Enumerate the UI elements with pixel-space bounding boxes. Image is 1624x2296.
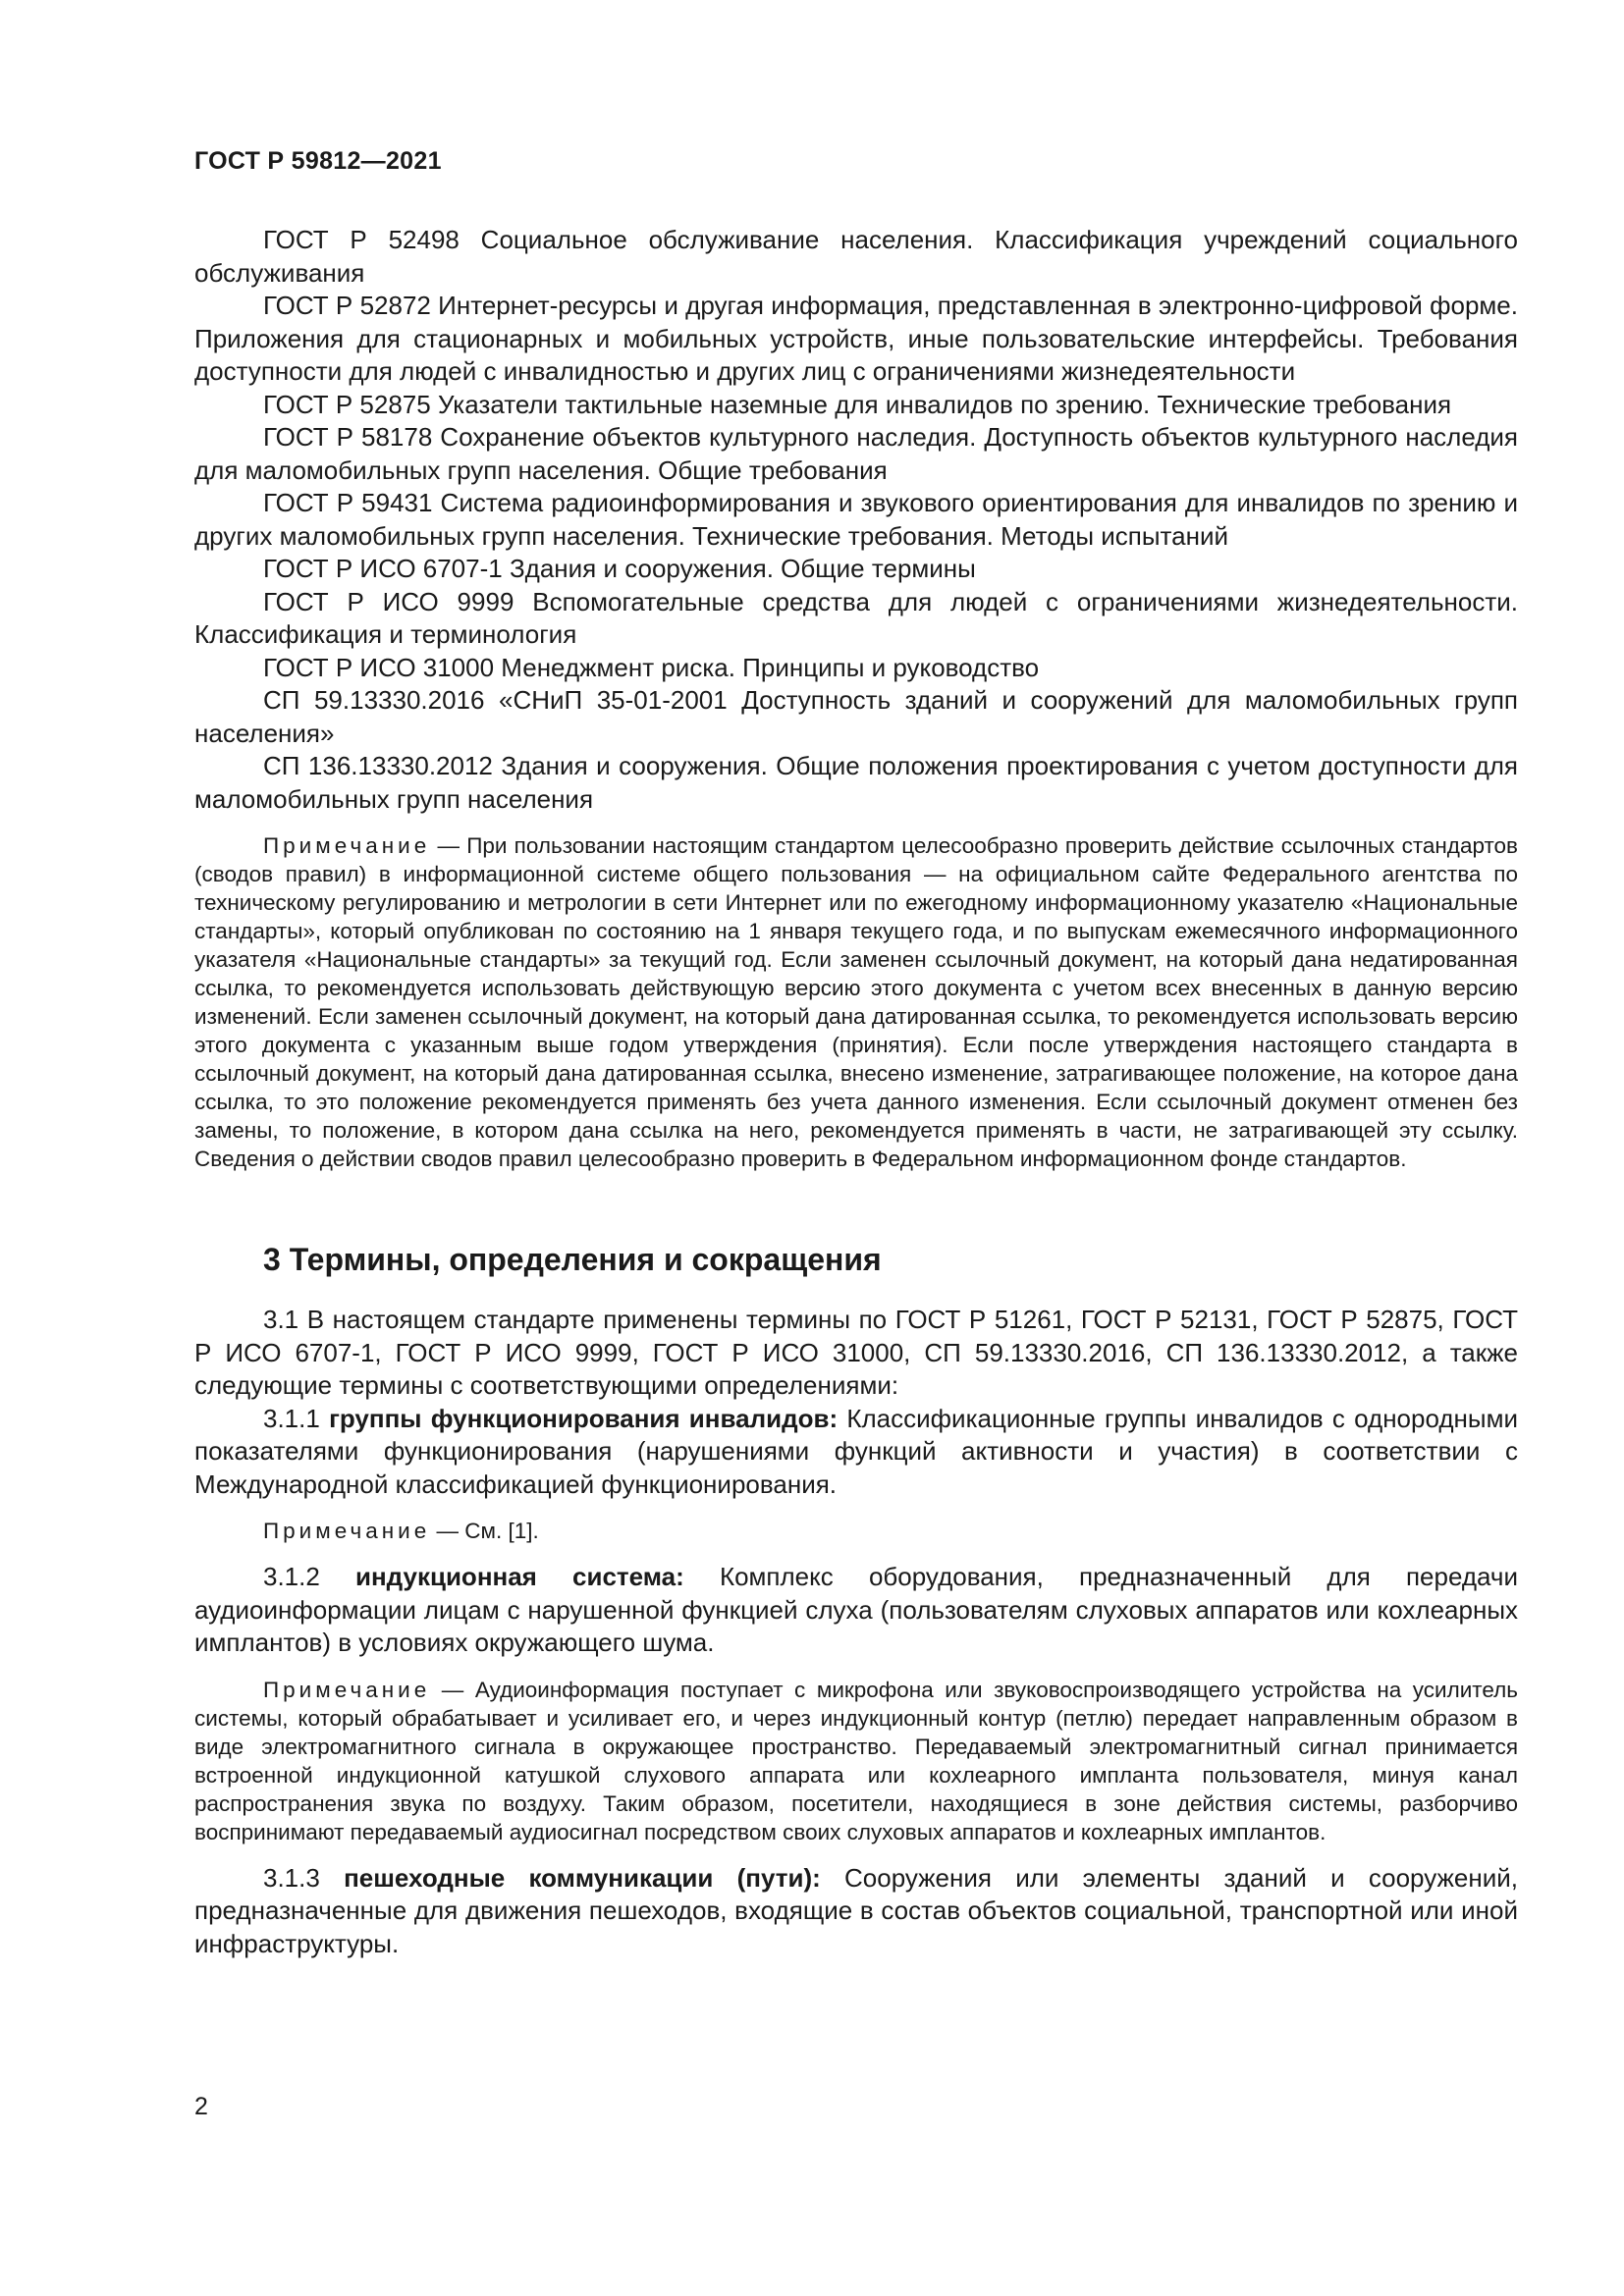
- note-label: Примечание: [263, 1677, 431, 1702]
- document-header: ГОСТ Р 59812—2021: [194, 147, 442, 175]
- term-definition: Сооружения или элементы зданий и сооружений, предназначенные для движения пешеходов, входящие в состав объектов социальной, транспортной или иной инфраструктуры.: [194, 1862, 1518, 1958]
- reference-item: ГОСТ Р 52498 Социальное обслуживание населения. Классификация учреждений социального обслуживания: [194, 225, 1518, 288]
- term-name: группы функционирования инвалидов:: [329, 1403, 839, 1433]
- note-text: — Аудиоинформация поступает с микрофона или звуковоспроизводящего устройства на усилитель системы, который обрабатывает и усиливает его, и через индукционный контур (петлю) передает направленным образом в виде электромагнитного сигнала в окружающее пространство. Передаваемый электромагнитный сигнал принимается встроенной индукционной катушкой слухового аппарата или кохлеарного импланта пользователя, минуя канал распространения звука по воздуху. Таким образом, посетители, находящиеся в зоне действия системы, разборчиво воспринимают передаваемый аудиосигнал посредством своих слуховых аппаратов и кохлеарных имплантов.: [194, 1677, 1518, 1844]
- reference-item: ГОСТ Р ИСО 6707-1 Здания и сооружения. Общие термины: [263, 554, 976, 583]
- section-intro: 3.1 В настоящем стандарте применены термины по ГОСТ Р 51261, ГОСТ Р 52131, ГОСТ Р 52875, ГОСТ Р ИСО 6707-1, ГОСТ Р ИСО 9999, ГОСТ Р ИСО 31000, СП 59.13330.2016, СП 136.13330.2012, а также следующие термины с соответствующими определениями:: [194, 1305, 1518, 1400]
- reference-item: ГОСТ Р 52872 Интернет-ресурсы и другая информация, представленная в электронно-цифровой форме. Приложения для стационарных и мобильных устройств, иные пользовательские интерфейсы. Требования доступности для людей с инвалидностью и других лиц с ограничениями жизнедеятельности: [194, 291, 1518, 386]
- reference-item: ГОСТ Р 52875 Указатели тактильные наземные для инвалидов по зрению. Технические требования: [263, 389, 1452, 419]
- reference-item: СП 136.13330.2012 Здания и сооружения. Общие положения проектирования с учетом доступности для маломобильных групп населения: [194, 751, 1518, 814]
- reference-item: ГОСТ Р ИСО 9999 Вспомогательные средства для людей с ограничениями жизнедеятельности. Классификация и терминология: [194, 586, 1518, 649]
- term-name: индукционная система:: [354, 1562, 684, 1591]
- term-entry: [194, 1862, 1518, 1961]
- term-number: 3.1.3: [263, 1862, 320, 1893]
- term-number: 3.1.1: [263, 1403, 320, 1433]
- term-entry: [194, 1561, 1518, 1660]
- reference-item: СП 59.13330.2016 «СНиП 35-01-2001 Доступность зданий и сооружений для маломобильных групп населения»: [194, 685, 1518, 748]
- reference-item: ГОСТ Р ИСО 31000 Менеджмент риска. Принципы и руководство: [263, 652, 1040, 682]
- section-title: 3 Термины, определения и сокращения: [263, 1242, 882, 1277]
- term-definition: Классификационные группы инвалидов с однородными показателями функционирования (нарушениями функций активности и участия) в соответствии с Международной классификацией функционирования.: [194, 1403, 1518, 1499]
- page-number: 2: [194, 2093, 208, 2120]
- references-note: [194, 831, 1518, 1173]
- reference-item: ГОСТ Р 58178 Сохранение объектов культурного наследия. Доступность объектов культурного наследия для маломобильных групп населения. Общие требования: [194, 422, 1518, 485]
- note-text: — См. [1].: [436, 1519, 539, 1543]
- term-entry: [194, 1403, 1518, 1502]
- term-note: [194, 1517, 1518, 1545]
- reference-item: ГОСТ Р 59431 Система радиоинформирования и звукового ориентирования для инвалидов по зрению и других маломобильных групп населения. Технические требования. Методы испытаний: [194, 488, 1518, 551]
- page-content: [194, 224, 1518, 1960]
- term-note: [194, 1676, 1518, 1846]
- term-definition: Комплекс оборудования, предназначенный для передачи аудиоинформации лицам с нарушенной функцией слуха (пользователям слуховых аппаратов или кохлеарных имплантов) в условиях окружающего шума.: [194, 1562, 1518, 1657]
- note-label: Примечание: [263, 833, 431, 858]
- term-number: 3.1.2: [263, 1562, 320, 1591]
- note-text: — При пользовании настоящим стандартом целесообразно проверить действие ссылочных стандартов (сводов правил) в информационной системе общего пользования — на официальном сайте Федерального агентства по техническому регулированию и метрологии в сети Интернет или по ежегодному информационному указателю «Национальные стандарты», который опубликован по состоянию на 1 января текущего года, и по выпускам ежемесячного информационного указателя «Национальные стандарты» за текущий год. Если заменен ссылочный документ, на который дана недатированная ссылка, то рекомендуется использовать действующую версию этого документа с учетом всех внесенных в данную версию изменений. Если заменен ссылочный документ, на который дана датированная ссылка, то рекомендуется использовать версию этого документа с указанным выше годом утверждения (принятия). Если после утверждения настоящего стандарта в ссылочный документ, на который дана датированная ссылка, внесено изменение, затрагивающее положение, на которое дана ссылка, то это положение рекомендуется применять без учета данного изменения. Если ссылочный документ отменен без замены, то положение, в котором дана ссылка на него, рекомендуется применять в части, не затрагивающей эту ссылку. Сведения о действии сводов правил целесообразно проверить в Федеральном информационном фонде стандартов.: [194, 833, 1518, 1171]
- term-name: пешеходные коммуникации (пути):: [344, 1862, 821, 1893]
- note-label: Примечание: [263, 1519, 431, 1543]
